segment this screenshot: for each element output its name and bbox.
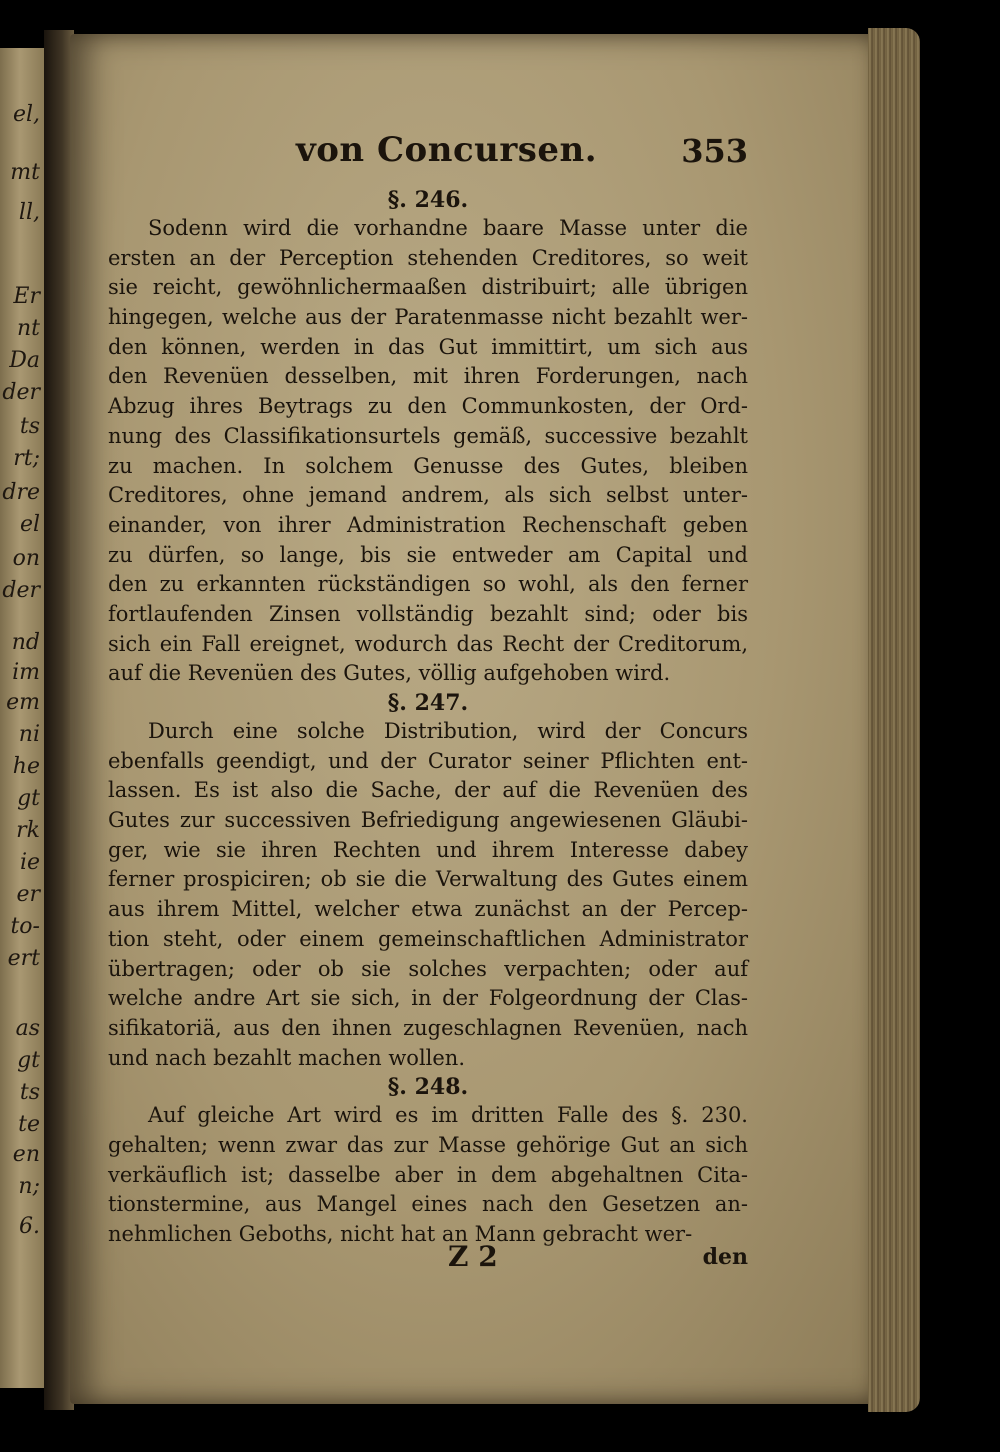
facing-page-fragment: as: [15, 1016, 40, 1041]
text-line: zu machen. In solchem Genusse des Gutes, bleiben: [108, 453, 748, 478]
text-line: ebenfalls geendigt, und der Curator seiner Pflichten ent-: [108, 748, 748, 773]
facing-page-fragment: der: [2, 578, 40, 603]
facing-page-fragment: n;: [18, 1174, 40, 1199]
facing-page-edge: [0, 48, 44, 1388]
section-heading: §. 246.: [387, 187, 469, 213]
facing-page-fragment: nt: [16, 316, 40, 341]
facing-page-fragment: der: [2, 380, 40, 405]
page-body: [108, 186, 748, 1250]
page-stack-edge: [868, 28, 920, 1412]
text-line: fortlaufenden Zinsen vollständig bezahlt sind; oder bis: [108, 601, 748, 626]
facing-page-fragment: el,: [12, 102, 40, 127]
facing-page-fragment: rt;: [13, 446, 40, 471]
facing-page-fragment: 6.: [19, 1214, 40, 1239]
text-line: sifikatoriä, aus den ihnen zugeschlagnen Revenüen, nach: [108, 1015, 748, 1040]
running-head: von Concursen.: [296, 130, 598, 170]
facing-page-fragment: dre: [2, 480, 40, 505]
facing-page-fragment: gt: [17, 786, 40, 811]
text-line: verkäuflich ist; dasselbe aber in dem abgehaltnen Cita-: [108, 1162, 748, 1187]
text-line: lassen. Es ist also die Sache, der auf die Revenüen des: [108, 778, 748, 803]
text-line: ersten an der Perception stehenden Creditores, so weit: [108, 245, 748, 270]
text-line: zu dürfen, so lange, bis sie entweder am Capital und: [108, 542, 748, 567]
facing-page-fragment: el: [19, 512, 40, 537]
text-line: Durch eine solche Distribution, wird der Concurs: [148, 719, 748, 743]
text-line: nung des Classifikationsurtels gemäß, successive bezahlt: [108, 423, 748, 448]
text-line: tion steht, oder einem gemeinschaftlichen Administrator: [108, 926, 748, 951]
text-line: Abzug ihres Beytrags zu den Communkosten, der Ord-: [108, 394, 748, 419]
facing-page-fragment: em: [6, 690, 40, 715]
section-heading: §. 248.: [387, 1074, 469, 1101]
facing-page-fragment: he: [12, 754, 40, 779]
facing-page-fragment: mt: [10, 160, 40, 185]
text-line: und nach bezahlt machen wollen.: [108, 1045, 466, 1070]
page-number: 353: [681, 132, 748, 170]
facing-page-fragment: ll,: [18, 200, 40, 225]
facing-page-fragment: ts: [19, 1080, 40, 1105]
facing-page-fragment: gt: [17, 1048, 40, 1073]
facing-page-fragment: rk: [16, 818, 40, 843]
text-line: Gutes zur successiven Befriedigung angewiesenen Gläubi-: [108, 808, 748, 833]
text-line: den können, werden in das Gut immittirt, um sich aus: [108, 334, 748, 359]
facing-page-fragment: Er: [13, 284, 40, 309]
paragraph: [108, 214, 748, 689]
facing-page-fragment: nd: [11, 630, 40, 655]
text-line: Sodenn wird die vorhandne baare Masse unter die: [148, 216, 748, 240]
section-heading: §. 247.: [387, 690, 469, 716]
text-line: übertragen; oder ob sie solches verpachten; oder auf: [108, 956, 748, 981]
facing-page-fragment: ert: [7, 946, 40, 971]
text-line: gehalten; wenn zwar das zur Masse gehörige Gut an sich: [108, 1132, 748, 1157]
text-line: aus ihrem Mittel, welcher etwa zunächst an der Percep-: [108, 897, 748, 922]
facing-page-fragment: en: [12, 1142, 40, 1167]
facing-page-fragment: er: [16, 882, 40, 907]
text-line: tionstermine, aus Mangel eines nach den Gesetzen an-: [108, 1192, 748, 1217]
facing-page-fragment: Da: [9, 348, 40, 373]
text-line: einander, von ihrer Administration Rechenschaft geben: [108, 512, 748, 537]
text-line: den zu erkannten rückständigen so wohl, als den ferner: [108, 572, 748, 597]
text-line: ferner prospiciren; ob sie die Verwaltung des Gutes einem: [108, 867, 748, 892]
text-line: auf die Revenüen des Gutes, völlig aufgehoben wird.: [108, 661, 671, 686]
facing-page-fragment: to-: [10, 914, 40, 939]
facing-page-fragment: on: [12, 546, 40, 571]
text-line: den Revenüen desselben, mit ihren Forderungen, nach: [108, 364, 748, 389]
text-line: ger, wie sie ihren Rechten und ihrem Interesse dabey: [108, 837, 748, 862]
paragraph: [108, 717, 748, 1073]
facing-page-fragment: te: [18, 1112, 40, 1137]
text-line: nehmlichen Geboths, nicht hat an Mann gebracht wer-: [108, 1222, 693, 1246]
facing-page-fragment: im: [12, 660, 40, 685]
facing-page-fragment: ni: [18, 722, 40, 747]
text-line: welche andre Art sie sich, in der Folgeordnung der Clas-: [108, 986, 748, 1011]
page-footer: [108, 1240, 748, 1280]
signature-mark: Z 2: [448, 1240, 498, 1273]
text-line: sie reicht, gewöhnlichermaaßen distribuirt; alle übrigen: [108, 275, 748, 300]
page-header: [108, 130, 748, 180]
facing-page-fragment: ie: [19, 850, 40, 875]
paragraph: [108, 1101, 748, 1249]
facing-page-fragment: ts: [19, 414, 40, 439]
text-line: sich ein Fall ereignet, wodurch das Recht der Creditorum,: [108, 631, 748, 656]
text-line: Auf gleiche Art wird es im dritten Falle des §. 230.: [148, 1103, 748, 1128]
text-line: hingegen, welche aus der Paratenmasse nicht bezahlt wer-: [108, 305, 748, 330]
text-line: Creditores, ohne jemand andrem, als sich selbst unter-: [108, 483, 748, 508]
catchword: den: [702, 1244, 748, 1270]
